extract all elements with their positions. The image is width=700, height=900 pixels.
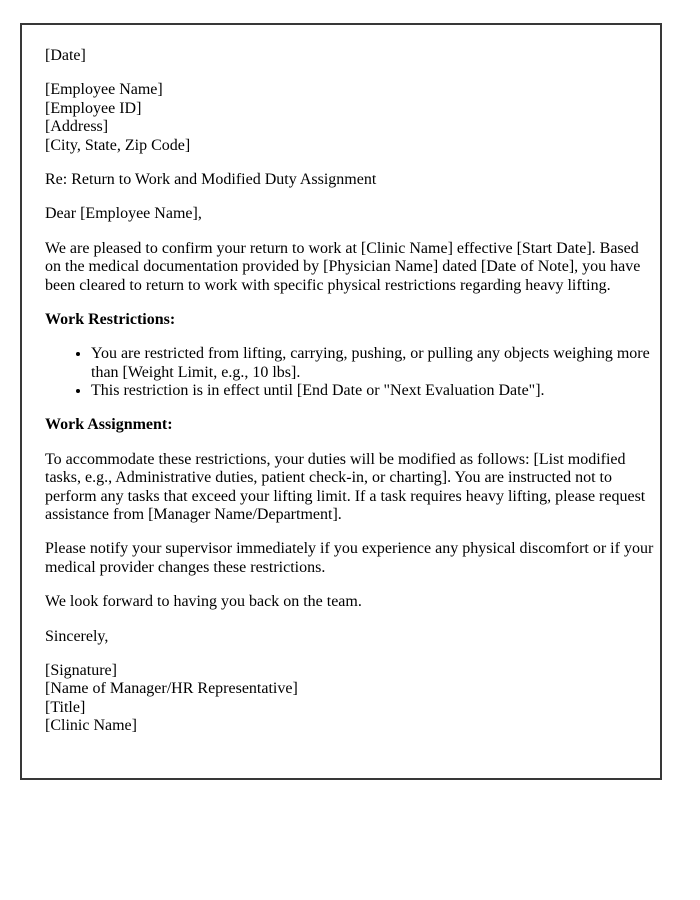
signature-manager-name: [Name of Manager/HR Representative] (45, 680, 298, 698)
salutation: Dear [Employee Name], (45, 205, 202, 223)
restriction-item: • You are restricted from lifting, carrying, pushing, or pulling any objects weighing more than [Weight Limit, e.g., 10 lbs]. (91, 345, 656, 382)
work-assignment-paragraph: To accommodate these restrictions, your duties will be modified as follows: [List modified tasks, e.g., Administrative duties, patient check-in, or charting]. You are instructed not to perform any tasks that exceed your lifting limit. If a task requires heavy lifting, please request assistance from [Manager Name/Department]. (45, 450, 646, 524)
restriction-item: • This restriction is in effect until [End Date or "Next Evaluation Date"]. (91, 382, 656, 400)
signature-title: [Title] (45, 698, 86, 716)
date-line: [Date] (45, 47, 86, 64)
signature-block (45, 662, 656, 736)
notify-paragraph: Please notify your supervisor immediately if you experience any physical discomfort or if your medical provider changes these restrictions. (45, 540, 654, 576)
signature-clinic-name: [Clinic Name] (45, 717, 137, 735)
recipient-city-state-zip: [City, State, Zip Code] (45, 136, 191, 154)
recipient-block (45, 81, 656, 155)
recipient-address: [Address] (45, 118, 109, 136)
letter-document (20, 23, 662, 780)
work-assignment-heading: Work Assignment: (45, 416, 173, 434)
sign-off: Sincerely, (45, 627, 109, 645)
recipient-employee-id: [Employee ID] (45, 99, 142, 117)
closing-paragraph: We look forward to having you back on the team. (45, 593, 362, 611)
recipient-name: [Employee Name] (45, 81, 163, 99)
subject-line: Re: Return to Work and Modified Duty Assignment (45, 170, 377, 188)
work-restrictions-heading: Work Restrictions: (45, 310, 176, 328)
signature-placeholder: [Signature] (45, 661, 117, 679)
work-restrictions-list (45, 345, 656, 400)
intro-paragraph: We are pleased to confirm your return to work at [Clinic Name] effective [Start Date]. Based on the medical documentation provided by [Physician Name] dated [Date of Note], you have been cleared to return to work with specific physical restrictions regarding heavy lifting. (45, 239, 641, 294)
